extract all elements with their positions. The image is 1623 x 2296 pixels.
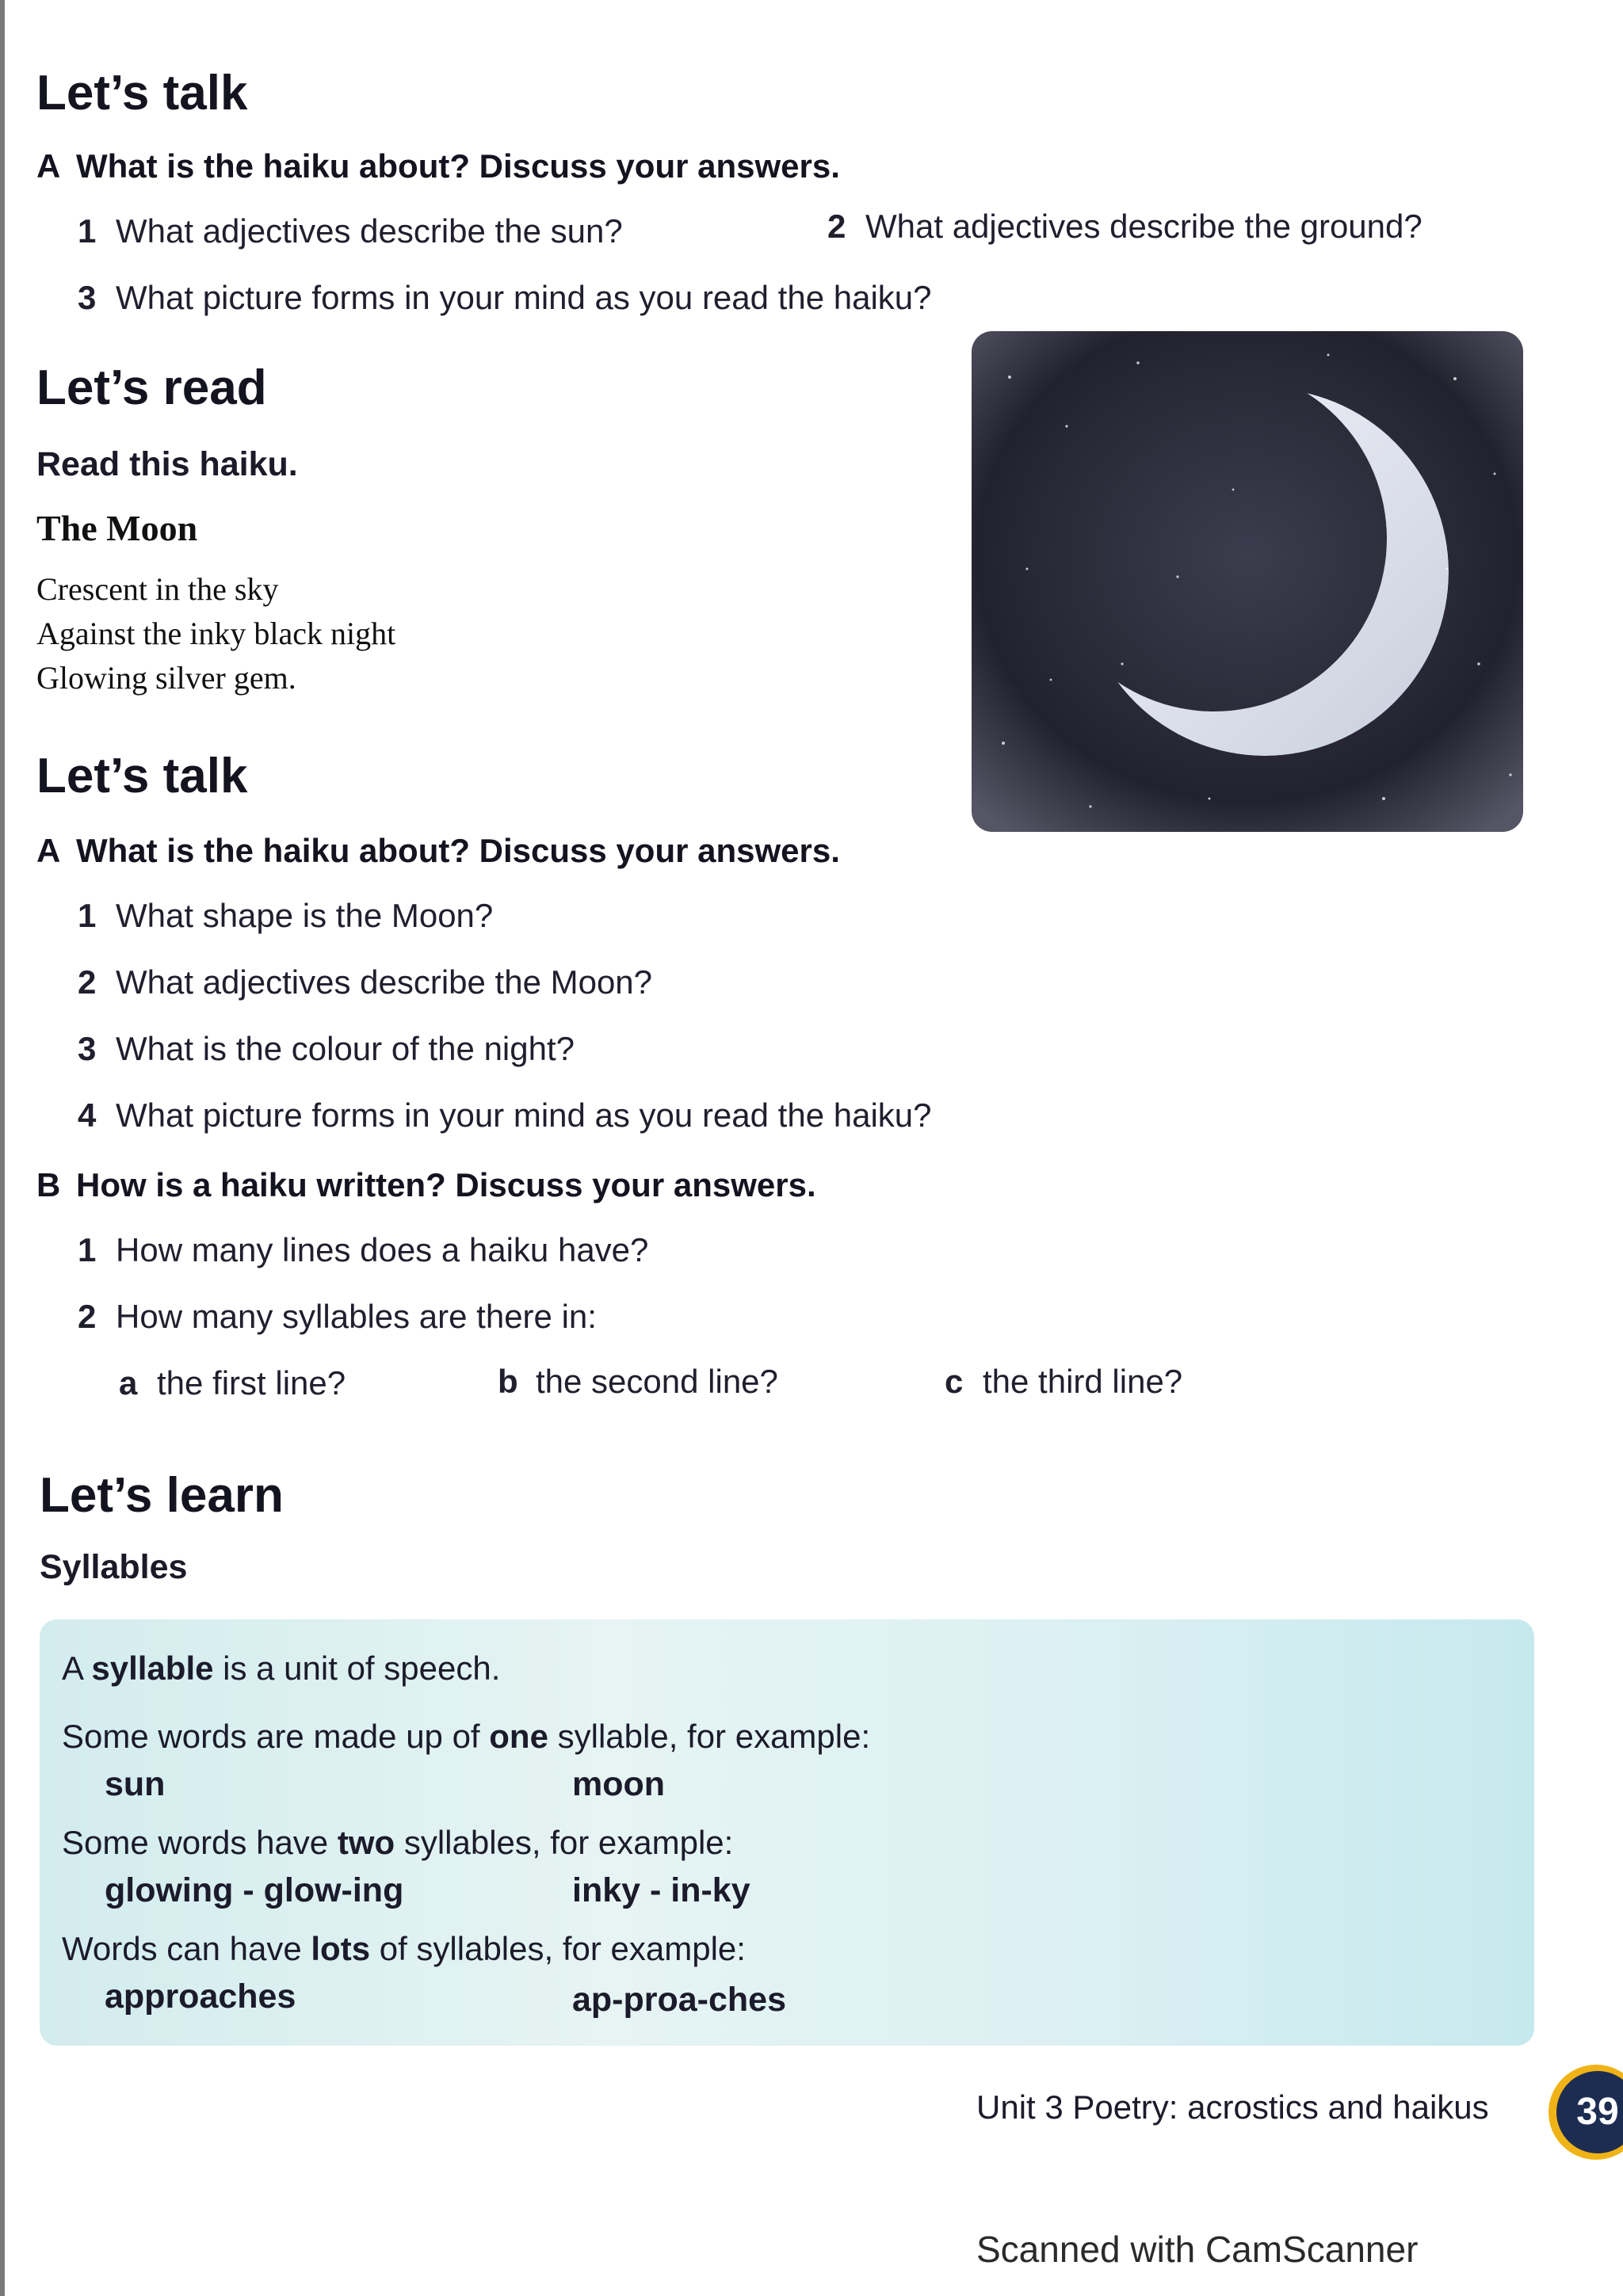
question-number: 2 [78, 963, 97, 1001]
subquestion-letter: c [945, 1363, 964, 1400]
question-item [78, 1030, 575, 1068]
question-text: What picture forms in your mind as you read the haiku? [116, 279, 932, 316]
box-text-part: syllables, for example: [395, 1824, 734, 1861]
question-item [78, 279, 932, 317]
question-text: What adjectives describe the sun? [116, 212, 623, 250]
scanned-watermark: Scanned with CamScanner [976, 2229, 1419, 2270]
question-item [78, 963, 652, 1001]
question-prompt-a [36, 832, 840, 870]
question-item [827, 208, 1423, 246]
example-word: ap-proa-ches [572, 1981, 787, 2019]
question-prompt-text: What is the haiku about? Discuss your answers. [76, 832, 840, 869]
unit-footer-text: Unit 3 Poetry: acrostics and haikus [976, 2088, 1489, 2126]
question-number: 1 [78, 212, 97, 250]
question-item [78, 1298, 597, 1336]
box-text-part: A [62, 1650, 92, 1687]
subquestion-item [119, 1364, 346, 1402]
box-text-part: Words can have [62, 1930, 311, 1967]
instruction-text: Read this haiku. [36, 445, 298, 483]
box-text-part: is a unit of speech. [213, 1650, 501, 1687]
example-word: approaches [105, 1978, 296, 2016]
box-bold-term: syllable [91, 1650, 214, 1687]
section-heading-lets-talk: Let’s talk [36, 66, 248, 120]
question-number: 4 [78, 1097, 97, 1134]
section-heading-lets-talk: Let’s talk [36, 749, 248, 803]
poem-title: The Moon [36, 508, 198, 548]
subquestion-item [945, 1363, 1182, 1401]
question-text: How many syllables are there in: [116, 1298, 597, 1335]
box-bold-term: two [337, 1824, 395, 1861]
question-text: What adjectives describe the ground? [865, 208, 1423, 245]
question-prompt-text: What is the haiku about? Discuss your answers. [76, 147, 840, 185]
question-text: What adjectives describe the Moon? [116, 963, 653, 1001]
page-number: 39 [1556, 2071, 1623, 2153]
poem-line: Glowing silver gem. [36, 660, 296, 696]
question-item [78, 1097, 932, 1135]
question-number: 3 [78, 279, 97, 316]
section-heading-lets-read: Let’s read [36, 360, 267, 415]
question-number: 1 [78, 897, 97, 934]
subquestion-text: the second line? [536, 1363, 778, 1400]
question-prompt-b [36, 1166, 816, 1204]
box-line [62, 1930, 746, 1968]
question-text: How many lines does a haiku have? [116, 1231, 649, 1268]
box-line [62, 1824, 733, 1862]
subquestion-text: the third line? [983, 1363, 1183, 1400]
box-line [62, 1718, 870, 1756]
subquestion-letter: a [119, 1364, 138, 1402]
question-prompt-text: How is a haiku written? Discuss your answers. [76, 1166, 816, 1203]
question-prompt-a [36, 147, 840, 185]
question-letter: A [36, 832, 61, 869]
poem-line: Crescent in the sky [36, 571, 279, 607]
question-letter: B [36, 1166, 61, 1203]
poem-line: Against the inky black night [36, 616, 396, 651]
question-item [78, 897, 493, 935]
page-edge [0, 0, 5, 2296]
example-word: glowing - glow-ing [105, 1871, 404, 1909]
question-number: 3 [78, 1030, 97, 1067]
box-line [62, 1650, 500, 1688]
subheading-syllables: Syllables [40, 1548, 188, 1586]
question-number: 2 [78, 1298, 97, 1335]
box-text-part: Some words have [62, 1824, 338, 1861]
question-number: 1 [78, 1231, 97, 1268]
question-item [78, 212, 623, 250]
box-text-part: Some words are made up of [62, 1718, 490, 1755]
question-text: What is the colour of the night? [116, 1030, 575, 1067]
box-bold-term: lots [311, 1930, 371, 1967]
section-heading-lets-learn: Let’s learn [40, 1468, 284, 1523]
subquestion-text: the first line? [157, 1364, 346, 1402]
example-word: sun [105, 1765, 166, 1803]
box-text-part: of syllables, for example: [370, 1930, 746, 1967]
box-bold-term: one [489, 1718, 548, 1755]
crescent-moon-image [972, 331, 1523, 832]
question-text: What shape is the Moon? [116, 897, 494, 934]
example-word: inky - in-ky [572, 1871, 750, 1909]
question-number: 2 [827, 208, 846, 245]
question-item [78, 1231, 648, 1269]
subquestion-item [498, 1363, 778, 1401]
question-text: What picture forms in your mind as you read the haiku? [116, 1097, 932, 1134]
example-word: moon [572, 1765, 666, 1803]
poem-body [36, 567, 395, 700]
question-letter: A [36, 147, 61, 185]
subquestion-letter: b [498, 1363, 518, 1400]
box-text-part: syllable, for example: [548, 1718, 871, 1755]
